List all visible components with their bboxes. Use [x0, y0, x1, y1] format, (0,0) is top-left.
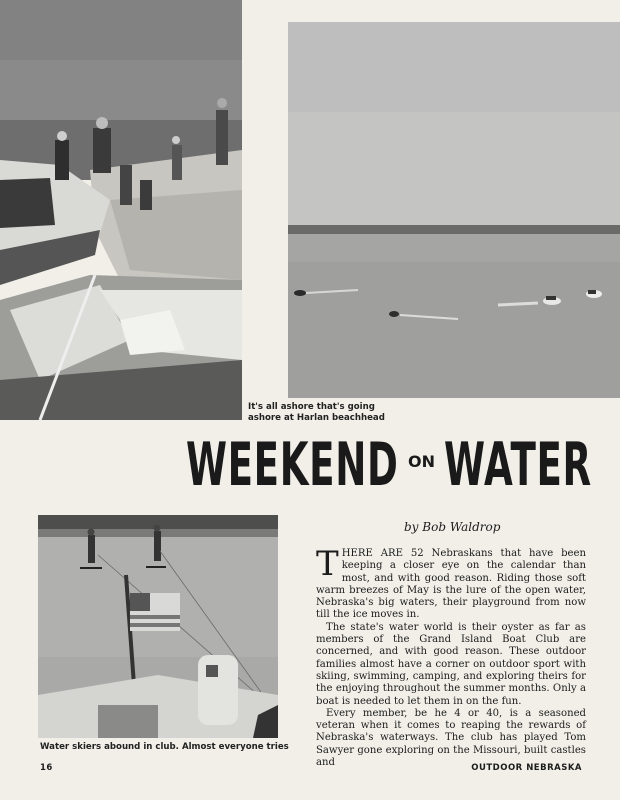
page-number: 16	[40, 763, 53, 773]
water-skiers-photo	[38, 515, 278, 738]
beach-photo	[0, 0, 242, 420]
headline-word-weekend: WEEKEND	[186, 430, 399, 500]
article-paragraph: Every member, be he 4 or 40, is a seasoned veteran when it comes to reaping the rewards of Nebraska's waterways. The club has played Tom Sawyer gone exploring on the Missouri, built castles and	[316, 707, 586, 769]
lake-photo	[288, 22, 620, 398]
beach-photo-caption: It's all ashore that's going ashore at Harlan beachhead	[248, 402, 385, 423]
article-paragraph: The state's water world is their oyster as far as members of the Grand Island Boat Club are concerned, and with good reason. These outdoor families almost have a corner on outdoor sport with skiing, swimming, camping, and exploring theirs for the enjoying throughout the summer months. Only a boat is needed to let them in on the fun.	[316, 621, 586, 707]
drop-cap: T	[316, 544, 339, 584]
headline	[186, 430, 592, 500]
magazine-name: OUTDOOR NEBRASKA	[471, 763, 582, 773]
article-paragraph: THERE ARE 52 Nebraskans that have been keeping a closer eye on the calendar than most, and with good reason. Riding those soft warm breezes of May is the lure of the open water, Nebraska's big waters, their playground from now till the ice moves in.	[316, 544, 586, 621]
headline-word-on: ON	[408, 452, 435, 471]
water-skiers-caption: Water skiers abound in club. Almost everyone tries	[40, 742, 289, 752]
article-body	[316, 544, 586, 769]
headline-word-water: WATER	[444, 430, 592, 500]
byline: by Bob Waldrop	[404, 520, 501, 534]
